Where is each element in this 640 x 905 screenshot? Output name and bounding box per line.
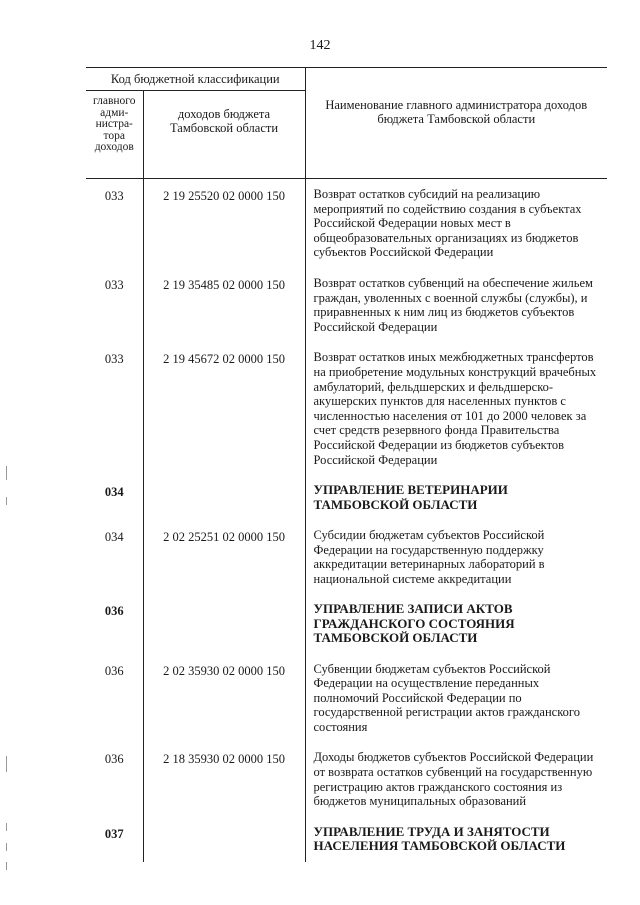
admin-code-cell: 036 [104, 663, 124, 678]
header-kbk: Код бюджетной классификации [86, 68, 305, 91]
table-row [86, 520, 607, 594]
admin-code-cell: 033 [104, 277, 124, 292]
department-name-cell: УПРАВЛЕНИЕ ЗАПИСИ АКТОВ ГРАЖДАНСКОГО СОСТОЯНИЯ ТАМБОВСКОЙ ОБЛАСТИ [305, 594, 607, 653]
admin-code-cell: 037 [104, 826, 124, 841]
header-admin-code: главного адми-нистра-тора доходов [86, 91, 143, 179]
income-name-cell: Доходы бюджетов субъектов Российской Федерации от возврата остатков субвенций на государственную регистрацию актов гражданского состояния из бюджетов муниципальных образований [305, 742, 607, 816]
admin-code-cell: 033 [104, 189, 124, 203]
margin-mark [6, 843, 7, 851]
income-code-cell: 2 19 45672 02 0000 150 [143, 342, 305, 475]
table-row [86, 742, 607, 816]
income-name-cell: Возврат остатков субсидий на реализацию мероприятий по содействию создания в субъектах Российской Федерации новых мест в общеобразовательных организациях из бюджетов субъектов Российской Федерации [305, 179, 607, 268]
budget-classification-table [86, 67, 607, 862]
department-name-cell: УПРАВЛЕНИЕ ВЕТЕРИНАРИИ ТАМБОВСКОЙ ОБЛАСТИ [305, 475, 607, 520]
margin-mark [6, 862, 7, 870]
income-code-cell: 2 19 25520 02 0000 150 [143, 179, 305, 268]
income-code-cell [143, 817, 305, 862]
admin-code-cell: 036 [104, 752, 124, 767]
department-name-cell: УПРАВЛЕНИЕ ТРУДА И ЗАНЯТОСТИ НАСЕЛЕНИЯ ТАМБОВСКОЙ ОБЛАСТИ [305, 817, 607, 862]
income-code-cell: 2 02 25251 02 0000 150 [143, 520, 305, 594]
department-row [86, 817, 607, 862]
table-header [86, 68, 607, 179]
header-income-code: доходов бюджета Тамбовской области [143, 91, 305, 179]
income-name-cell: Возврат остатков иных межбюджетных трансфертов на приобретение модульных конструкций врачебных амбулаторий, фельдшерских и фельдшерско-акушерских пунктов для населенных пунктов с численностью населения от 101 до 2000 человек за счет средств резервного фонда Правительства Российской Федерации из бюджетов субъектов Российской Федерации [305, 342, 607, 475]
header-admin-name: Наименование главного администратора доходов бюджета Тамбовской области [305, 68, 607, 179]
income-code-cell: 2 02 35930 02 0000 150 [143, 654, 305, 743]
income-name-cell: Возврат остатков субвенций на обеспечение жильем граждан, уволенных с военной службы (службы), и приравненных к ним лиц из бюджетов субъектов Российской Федерации [305, 268, 607, 342]
income-name-cell: Субвенции бюджетам субъектов Российской Федерации на осуществление переданных полномочий Российской Федерации по государственной регистрации актов гражданского состояния [305, 654, 607, 743]
table-body [86, 179, 607, 862]
income-code-cell: 2 18 35930 02 0000 150 [143, 742, 305, 816]
classification-table [86, 67, 607, 862]
admin-code-cell: 036 [104, 604, 124, 619]
department-row [86, 594, 607, 653]
admin-code-cell: 033 [104, 352, 124, 367]
income-code-cell [143, 475, 305, 520]
table-row [86, 179, 607, 268]
table-row [86, 268, 607, 342]
admin-code-cell: 034 [104, 485, 124, 500]
table-row [86, 654, 607, 743]
income-name-cell: Субсидии бюджетам субъектов Российской Федерации на государственную поддержку аккредитации ветеринарных лабораторий в национальной системе аккредитации [305, 520, 607, 594]
income-code-cell: 2 19 35485 02 0000 150 [143, 268, 305, 342]
margin-mark [6, 756, 7, 772]
margin-mark [6, 823, 7, 831]
income-code-cell [143, 594, 305, 653]
department-row [86, 475, 607, 520]
margin-mark [6, 466, 7, 480]
margin-mark [6, 497, 7, 505]
table-row [86, 342, 607, 475]
admin-code-cell: 034 [104, 529, 124, 544]
page-number: 142 [309, 38, 331, 53]
